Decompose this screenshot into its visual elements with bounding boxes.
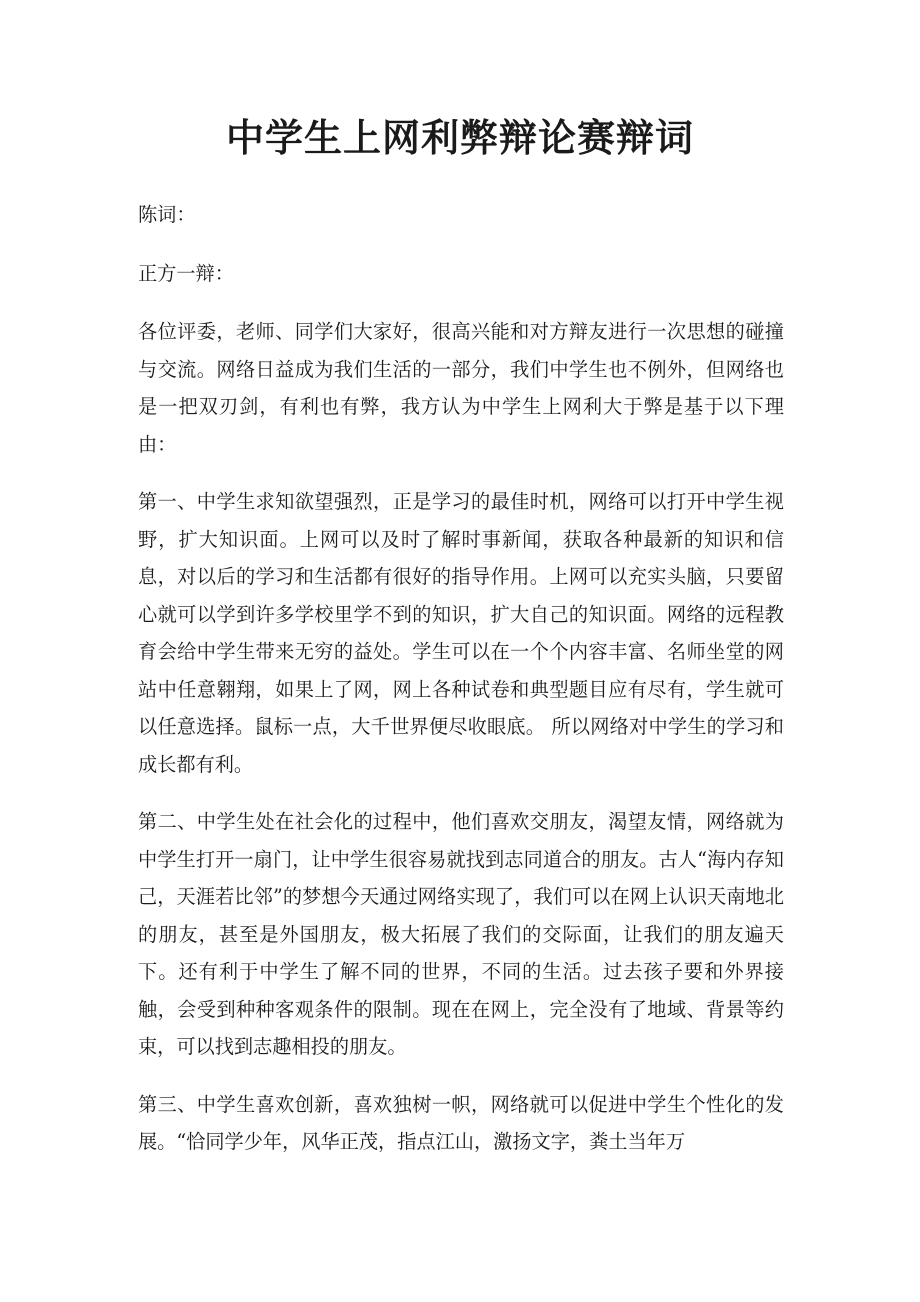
document-body bbox=[138, 196, 784, 1161]
section-heading: 陈词： bbox=[138, 203, 196, 226]
speaker-label: 正方一辩： bbox=[138, 261, 234, 285]
paragraph-intro: 各位评委，老师、同学们大家好，很高兴能和对方辩友进行一次思想的碰撞与交流。网络日益成为我们生活的一部分，我们中学生也不例外，但网络也是一把双刃剑，有利也有弊，我方认为中学生上网利大于弊是基于以下理由： bbox=[138, 320, 784, 456]
paragraph-point-three: 第三、中学生喜欢创新，喜欢独树一帜，网络就可以促进中学生个性化的发展。“恰同学少年，风华正茂，指点江山，激扬文字，粪土当年万 bbox=[138, 1092, 784, 1153]
document-title: 中学生上网利弊辩论赛辩词 bbox=[225, 115, 694, 160]
paragraph-point-one: 第一、中学生求知欲望强烈，正是学习的最佳时机，网络可以打开中学生视野，扩大知识面。上网可以及时了解时事新闻，获取各种最新的知识和信息，对以后的学习和生活都有很好的指导作用。上网可以充实头脑，只要留心就可以学到许多学校里学不到的知识，扩大自己的知识面。网络的远程教育会给中学生带来无穷的益处。学生可以在一个个内容丰富、名师坐堂的网站中任意翱翔，如果上了网，网上各种试卷和典型题目应有尽有，学生就可以任意选择。鼠标一点，大千世界便尽收眼底。 所以网络对中学生的学习和成长都有利。 bbox=[138, 490, 784, 776]
paragraph-point-two: 第二、中学生处在社会化的过程中，他们喜欢交朋友，渴望友情，网络就为中学生打开一扇门，让中学生很容易就找到志同道合的朋友。古人“海内存知己，天涯若比邻”的梦想今天通过网络实现了，我们可以在网上认识天南地北的朋友，甚至是外国朋友，极大拓展了我们的交际面，让我们的朋友遍天下。还有利于中学生了解不同的世界，不同的生活。过去孩子要和外界接触，会受到种种客观条件的限制。现在在网上，完全没有了地域、背景等约束，可以找到志趣相投的朋友。 bbox=[138, 810, 784, 1058]
